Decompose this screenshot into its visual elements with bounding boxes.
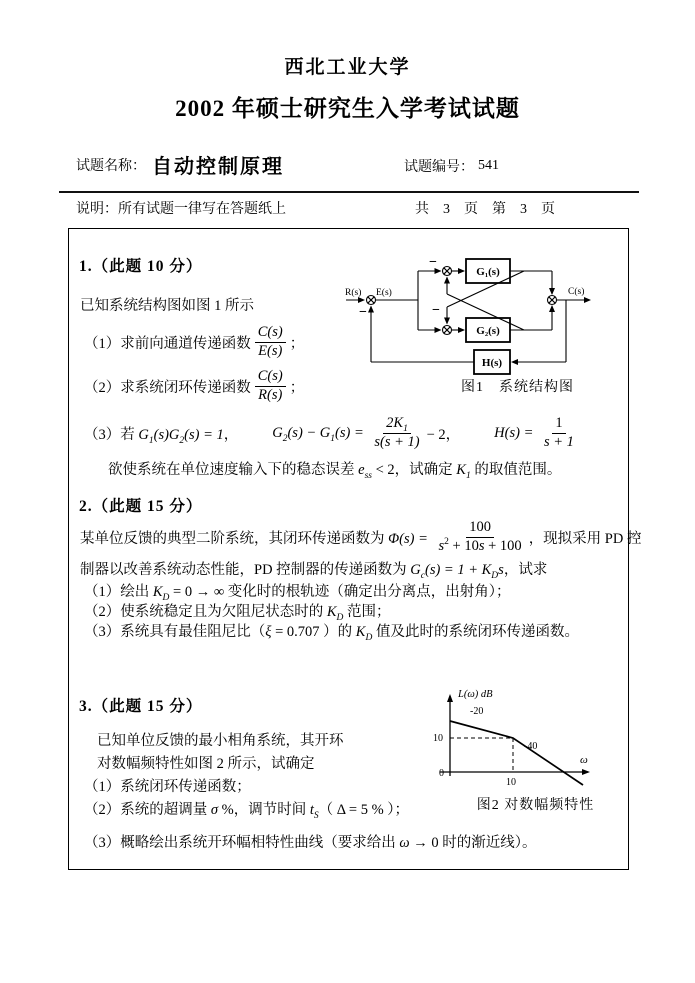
q1-item-3-part-a: （3）若 $G_1(s)G_2(s) = 1$， [84,426,239,446]
q3-item-3: （3）概略绘出系统开环幅相特性曲线（要求给出 ω → 0 时的渐近线）。 [84,835,537,851]
q1-item-3-continued: 欲使系统在单位速度输入下的稳态误差 $e_{ss} < 2$，试确定 $K_1$ 的取值范围。 [108,462,562,481]
q1-item-2-fraction [255,368,286,404]
exam-number-row [404,156,499,176]
fig1-label-e: E(s) [376,288,392,298]
exam-number-label: 试题编号： [404,160,474,175]
q2-paragraph-2: 制器以改善系统动态性能，PD 控制器的传递函数为 $G_c(s) = 1 + K_Ds$，试求 [80,562,548,581]
q3-line-2: 对数幅频特性如图 2 所示，试确定 [97,756,315,772]
fig2-caption: 图2 对数幅频特性 [476,798,595,813]
q2-para1-text: 某单位反馈的典型二阶系统，其闭环传递函数为 Φ(s) = [80,530,432,547]
minus-sign-input: − [359,305,367,320]
q3-line-1: 已知单位反馈的最小相角系统，其开环 [97,733,344,749]
fig1-label-c: C(s) [568,287,585,297]
fig1-label-r: R(s) [345,288,362,298]
q1-item-2-text: （2）求系统闭环传递函数 [84,379,251,396]
magnitude-asymptote-curve [450,721,583,785]
exam-title: 2002 年硕士研究生入学考试试题 [175,96,520,121]
note-row [76,198,286,218]
q1-item-3-part-b: $G_2(s) - G_1(s)$ = [272,424,368,444]
exam-name-value: 自动控制原理 [152,156,284,178]
fraction-denominator: s(s + 1) [374,433,420,450]
fraction-denominator: $s^2 + 10s + 100$ [438,536,522,554]
fraction-denominator: E(s) [258,342,283,359]
q2-item-1: （1）绘出 $K_D = 0$ → ∞ 变化时的根轨迹（确定出分离点，出射角）； [84,584,511,603]
q3-item-1: （1）系统闭环传递函数； [84,779,251,795]
fig2-xtick-10: 10 [506,777,516,788]
q1-item-3 [84,410,581,456]
q1-item-1 [84,320,304,364]
minus-sign-g1: − [429,255,437,270]
q2-closed-loop-fraction [436,519,525,555]
fig1-label-h: H(s) [481,357,503,369]
header-divider [59,191,639,193]
q2-paragraph-1 [80,514,641,560]
q1-item-3-fraction-1 [371,415,422,451]
note-value: 所有试题一律写在答题纸上 [118,202,286,217]
q2-item-3: （3）系统具有最佳阻尼比（ξ = 0.707 ）的 $K_D$ 值及此时的系统闭环传递函数。 [84,624,579,643]
q3-title: 3.（此题 15 分） [79,698,203,715]
q1-item-3-part-c: − 2， [426,426,461,443]
exam-number-value: 541 [478,158,499,173]
minus-sign-g2: − [432,303,440,318]
q1-intro: 已知系统结构图如图 1 所示 [80,298,254,314]
q2-title: 2.（此题 15 分） [79,498,203,515]
q1-item-2-punct: ； [289,379,305,396]
exam-name-label: 试题名称： [76,158,146,174]
fraction-numerator: 1 [552,415,565,433]
q1-title: 1.（此题 10 分） [79,258,203,275]
fig1-block-diagram [344,254,634,378]
fraction-numerator: 100 [466,519,494,537]
fig1-caption: 图1 系统结构图 [461,380,574,395]
fraction-numerator: C(s) [255,324,286,342]
note-label: 说明： [76,202,118,217]
fraction-denominator: s + 1 [543,433,574,450]
q1-item-1-text: （1）求前向通道传递函数 [84,335,251,352]
fig2-slope-20-label: -20 [470,706,484,717]
fraction-numerator: C(s) [255,368,286,386]
fig2-ytick-0: 0 [439,768,444,779]
fig2-bode-plot [430,683,635,796]
q1-item-2 [84,364,304,408]
fraction-denominator: R(s) [258,386,283,403]
fig2-slope-40-label: -40 [524,741,538,752]
q2-item-2: （2）使系统稳定且为欠阻尼状态时的 $K_D$ 范围； [84,604,391,623]
pagination: 共 3 页 第 3 页 [415,202,555,217]
fig2-xlabel: ω [580,754,588,766]
q1-item-3-fraction-2 [541,415,577,451]
fraction-numerator: $2K_1$ [383,415,411,433]
q1-item-3-part-d: H(s) = [494,424,537,441]
q3-item-2: （2）系统的超调量 σ %，调节时间 $t_S$（ Δ = 5 % ）； [84,802,410,821]
q2-para1-tail: ，现拟采用 PD 控 [528,530,642,547]
fig2-ytick-10: 10 [433,733,443,744]
q1-item-1-punct: ； [289,335,305,352]
university-title: 西北工业大学 [284,57,411,78]
fig1-label-g1: G₁(s) [476,266,500,278]
q1-item-1-fraction [255,324,286,360]
fig2-ylabel: L(ω) dB [458,689,493,700]
fig1-label-g2: G₂(s) [476,325,500,337]
exam-meta-row [76,150,636,179]
